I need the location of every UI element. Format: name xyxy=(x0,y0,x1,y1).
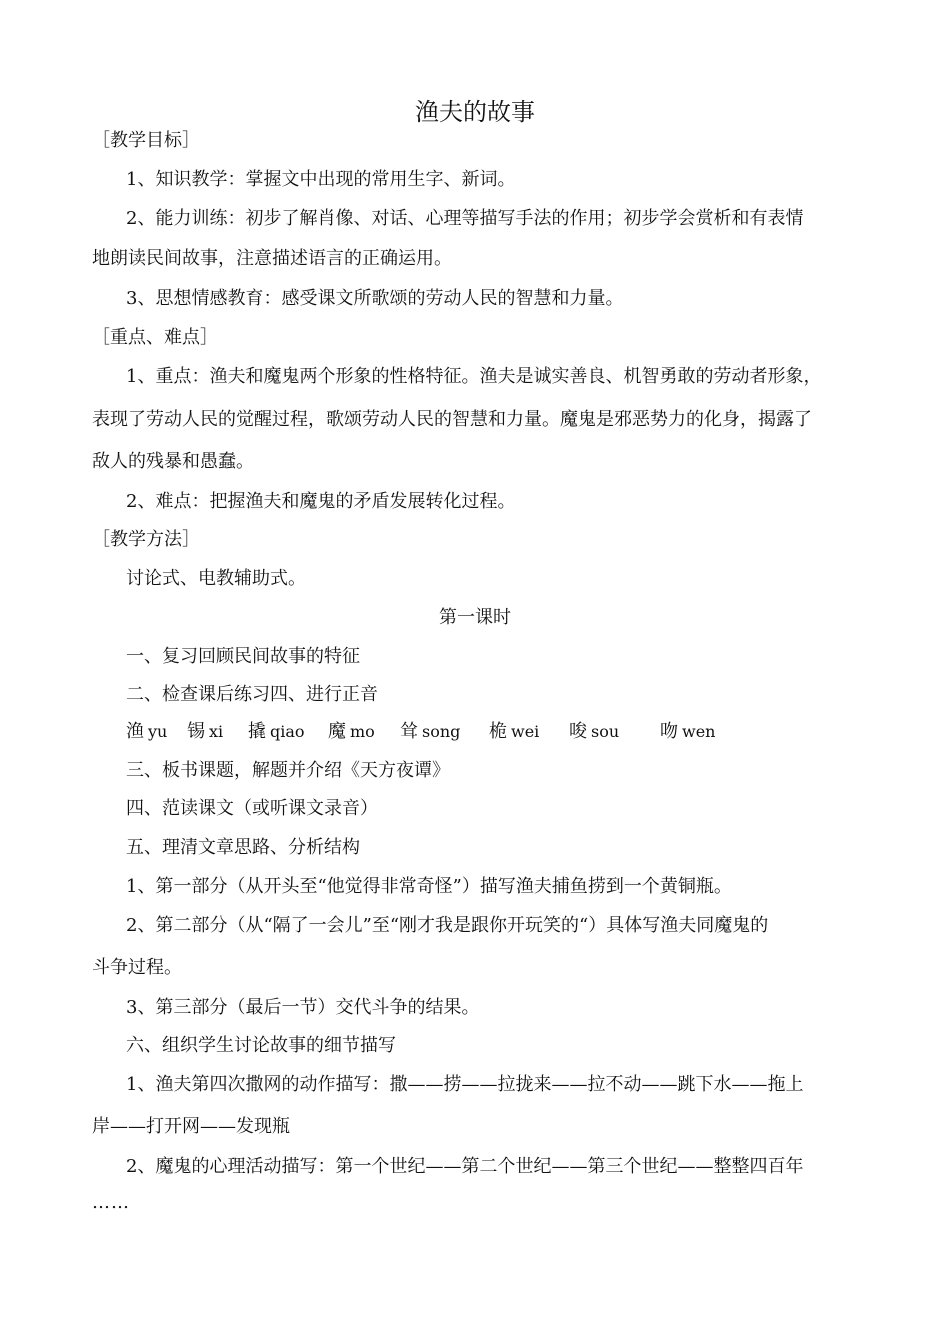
part-2-line-1: 2、第二部分（从“隔了一会儿”至“刚才我是跟你开玩笑的“）具体写渔夫同魔鬼的 xyxy=(126,915,769,936)
method-label: ［教学方法］ xyxy=(92,529,200,550)
lesson-heading: 第一课时 xyxy=(439,607,511,628)
step-6: 六、组织学生讨论故事的细节描写 xyxy=(126,1035,396,1056)
step-3: 三、板书课题，解题并介绍《天方夜谭》 xyxy=(126,760,450,781)
pinyin-text: qiao xyxy=(270,722,305,741)
pinyin-char: 魔 xyxy=(328,721,346,742)
objective-label: ［教学目标］ xyxy=(92,130,200,151)
detail-2-line-1: 2、魔鬼的心理活动描写：第一个世纪——第二个世纪——第三个世纪——整整四百年 xyxy=(126,1156,804,1177)
pinyin-item xyxy=(248,718,305,746)
detail-1-line-1: 1、渔夫第四次撒网的动作描写：撒——捞——拉拢来——拉不动——跳下水——拖上 xyxy=(126,1074,804,1095)
pinyin-text: wen xyxy=(682,722,716,741)
pinyin-item xyxy=(328,718,375,746)
ellipsis: …… xyxy=(92,1192,130,1213)
pinyin-char: 耸 xyxy=(400,721,418,742)
pinyin-item xyxy=(400,718,460,746)
step-4: 四、范读课文（或听课文录音） xyxy=(126,798,378,819)
focus-1-line-3: 敌人的残暴和愚蠢。 xyxy=(92,451,254,472)
pinyin-char: 渔 xyxy=(126,721,144,742)
part-3: 3、第三部分（最后一节）交代斗争的结果。 xyxy=(126,997,480,1018)
pinyin-text: yu xyxy=(148,722,168,741)
objective-2-line-1: 2、能力训练：初步了解肖像、对话、心理等描写手法的作用；初步学会赏析和有表情 xyxy=(126,208,804,229)
detail-1-line-2: 岸——打开网——发现瓶 xyxy=(92,1116,290,1137)
pinyin-text: xi xyxy=(209,722,224,741)
focus-label: ［重点、难点］ xyxy=(92,327,218,348)
pinyin-text: wei xyxy=(511,722,540,741)
step-5: 五、理清文章思路、分析结构 xyxy=(126,837,360,858)
pinyin-text: mo xyxy=(350,722,375,741)
pinyin-item xyxy=(187,718,223,746)
pinyin-item xyxy=(569,718,619,746)
pinyin-char: 唆 xyxy=(569,721,587,742)
pinyin-char: 锡 xyxy=(187,721,205,742)
pinyin-row xyxy=(126,718,826,746)
page-title: 渔夫的故事 xyxy=(415,98,535,126)
objective-3: 3、思想情感教育：感受课文所歌颂的劳动人民的智慧和力量。 xyxy=(126,288,624,309)
pinyin-text: song xyxy=(422,722,461,741)
focus-2: 2、难点：把握渔夫和魔鬼的矛盾发展转化过程。 xyxy=(126,491,516,512)
pinyin-item xyxy=(660,718,715,746)
part-2-line-2: 斗争过程。 xyxy=(92,957,182,978)
pinyin-text: sou xyxy=(591,722,620,741)
focus-1-line-2: 表现了劳动人民的觉醒过程，歌颂劳动人民的智慧和力量。魔鬼是邪恶势力的化身，揭露了 xyxy=(92,409,812,430)
part-1: 1、第一部分（从开头至“他觉得非常奇怪”）描写渔夫捕鱼捞到一个黄铜瓶。 xyxy=(126,876,732,897)
pinyin-char: 桅 xyxy=(489,721,507,742)
method-text: 讨论式、电教辅助式。 xyxy=(126,568,306,589)
objective-1: 1、知识教学：掌握文中出现的常用生字、新词。 xyxy=(126,169,516,190)
step-1: 一、复习回顾民间故事的特征 xyxy=(126,646,360,667)
step-2: 二、检查课后练习四、进行正音 xyxy=(126,684,378,705)
pinyin-item xyxy=(126,718,167,746)
pinyin-char: 撬 xyxy=(248,721,266,742)
objective-2-line-2: 地朗读民间故事，注意描述语言的正确运用。 xyxy=(92,248,452,269)
pinyin-char: 吻 xyxy=(660,721,678,742)
pinyin-item xyxy=(489,718,539,746)
focus-1-line-1: 1、重点：渔夫和魔鬼两个形象的性格特征。渔夫是诚实善良、机智勇敢的劳动者形象， xyxy=(126,366,822,387)
